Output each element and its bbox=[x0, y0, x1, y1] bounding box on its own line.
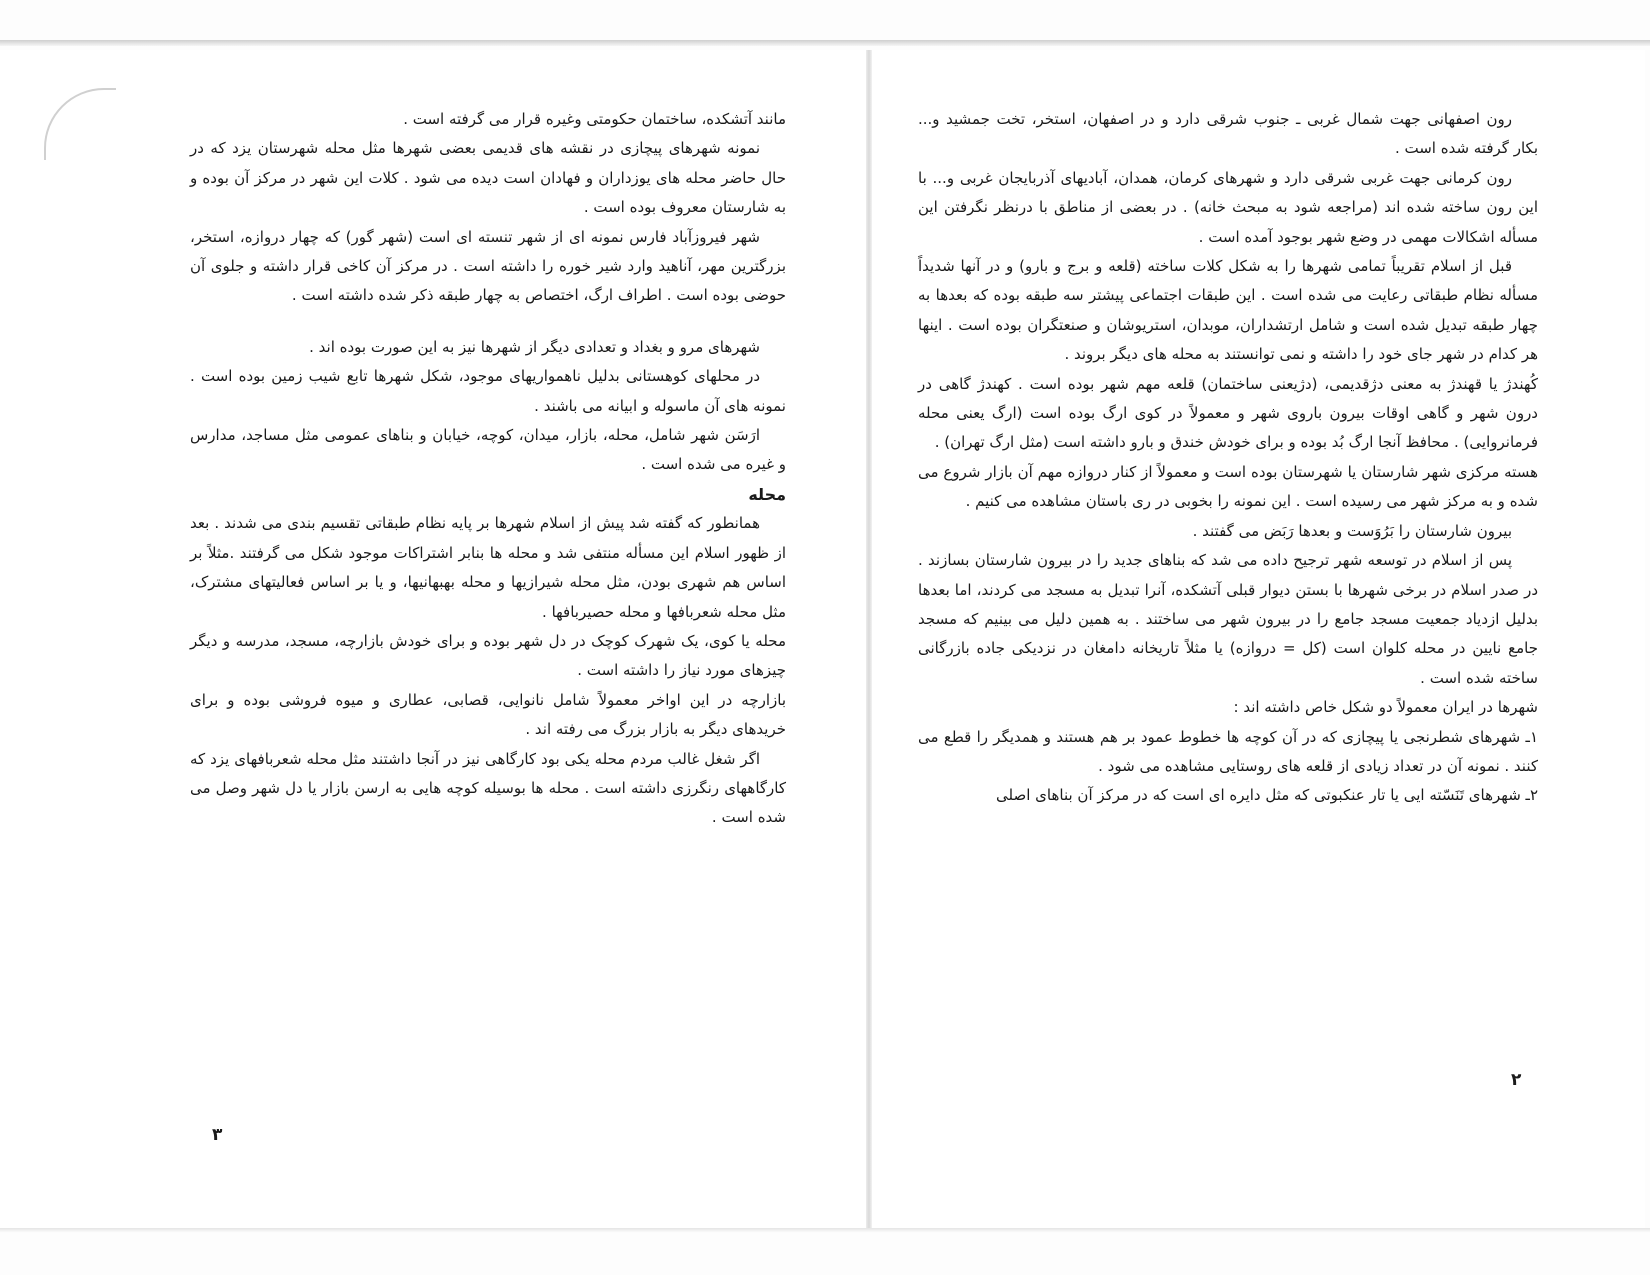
paragraph: همانطور که گفته شد پیش از اسلام شهرها بر پایه نظام طبقاتی تقسیم بندی می شدند . بعد از ظهور اسلام این مسأله منتفی شد و محله ها بنابر اشتراکات موجود شکل می گرفتند .مثلاً بر اساس هم شهری بودن، مثل محله شیرازیها و محله بهبهانیها، و یا بر اساس فعالیتهای مشترک، مثل محله شعربافها و محله حصیربافها . bbox=[190, 514, 786, 621]
scan-top-edge bbox=[0, 40, 1650, 46]
paragraph: شهرها در ایران معمولاً دو شکل خاص داشته اند : bbox=[1233, 698, 1538, 717]
paragraph: بازارچه در این اواخر معمولاً شامل نانوایی، قصابی، عطاری و میوه فروشی بوده و برای خریدهای دیگر به بازار بزرگ می رفته اند . bbox=[190, 690, 786, 739]
paragraph: ارَسَن شهر شامل، محله، بازار، میدان، کوچه، خیابان و بناهای عمومی مثل مساجد، مدارس و غیره می شده است . bbox=[190, 426, 786, 474]
paragraph: هسته مرکزی شهر شارستان یا شهرستان بوده است و معمولاً از کنار دروازه مهم آن بازار شروع می شده و به مرکز شهر می رسیده است . این نمونه را بخوبی در ری باستان مشاهده می کنیم . bbox=[918, 462, 1538, 511]
page-number-left: ۳ bbox=[212, 1125, 223, 1145]
list-item: ۱ـ شهرهای شطرنجی یا پیچازی که در آن کوچه ها خطوط عمود بر هم هستند و همدیگر را قطع می کنند . نمونه آن در تعداد زیادی از قلعه های روستایی مشاهده می شود . bbox=[918, 727, 1538, 775]
paragraph-gap bbox=[190, 311, 786, 333]
paragraph: اگر شغل غالب مردم محله یکی بود کارگاهی نیز در آنجا داشتند مثل محله شعربافهای یزد که کارگاههای رنگرزی داشته است . محله ها بوسیله کوچه هایی به ارسن بازار یا دل شهر وصل می شده است . bbox=[190, 749, 786, 827]
page-number-right: ۲ bbox=[1511, 1070, 1522, 1090]
book-gutter bbox=[866, 50, 872, 1230]
paragraph: رون کرمانی جهت غربی شرقی دارد و شهرهای کرمان، همدان، آبادیهای آذربایجان غربی و... با این رون ساخته شده اند (مراجعه شود به مبحث خانه) . در بعضی از مناطق با درنظر نگرفتن این مسأله اشکالات مهمی در وضع شهر بوجود آمده است . bbox=[918, 168, 1538, 246]
paragraph: مانند آتشکده، ساختمان حکومتی وغیره قرار می گرفته است . bbox=[403, 110, 786, 128]
paragraph: بیرون شارستان را بَرُوَست و بعدها رَبَض می گفتند . bbox=[1192, 521, 1512, 540]
paragraph: کُهندژ یا قهندژ به معنی دژقدیمی، (دژیعنی ساختمان) قلعه مهم شهر بوده است . کهندژ گاهی در درون شهر و گاهی اوقات بیرون باروی شهر و معمولاً در کوی ارگ بوده است (ارگ یعنی محله فرمانروایی) . محافظ آنجا ارگ بُد بوده و برای خودش خندق و بارو داشته است (مثل ارگ تهران) . bbox=[918, 374, 1538, 452]
paragraph: شهر فیروزآباد فارس نمونه ای از شهر تنسته ای است (شهر گور) که چهار دروازه، استخر، بزرگترین مهر، آناهید وارد شیر خوره را داشته است . در مرکز آن کاخی قرار داشته و جلوی آن حوضی بوده است . اطراف ارگ، اختصاص به چهار طبقه ذکر شده داشته است . bbox=[190, 227, 786, 305]
right-page-text bbox=[918, 105, 1538, 811]
paragraph: قبل از اسلام تقریباً تمامی شهرها را به شکل کلات ساخته (قلعه و برج و بارو) و در آنها شدیداً مسأله نظام طبقاتی رعایت می شده است . این طبقات اجتماعی پیشتر سه طبقه بوده که بعدها به چهار طبقه تبدیل شده است و شامل ارتشداران، موبدان، استریوشان و صنعتگران بوده است . اینها هر کدام در شهر جای خود را داشته و نمی توانستند به محله های دیگر بروند . bbox=[918, 257, 1538, 364]
paragraph: پس از اسلام در توسعه شهر ترجیح داده می شد که بناهای جدید را در بیرون شارستان بسازند . در صدر اسلام در برخی شهرها با بستن دیوار قبلی آتشکده، آنرا تبدیل به مسجد می کردند، اما بعدها بدلیل ازدیاد جمعیت مسجد جامع را در بیرون شهر می ساختند . به همین دلیل می بینیم که مسجد جامع نایین در محله کلوان است (کل = دروازه) یا مثلاً تاریخانه دامغان در نزدیکی جاده بازرگانی ساخته شده است . bbox=[918, 551, 1538, 687]
list-item: ۲ـ شهرهای تَنَسّته ایی یا تار عنکبوتی که مثل دایره ای است که در مرکز آن بناهای اصلی bbox=[996, 786, 1538, 805]
paragraph: رون اصفهانی جهت شمال غربی ـ جنوب شرقی دارد و در اصفهان، استخر، تخت جمشید و... بکار گرفته شده است . bbox=[918, 110, 1538, 158]
paragraph: در محلهای کوهستانی بدلیل ناهمواریهای موجود، شکل شهرها تابع شیب زمین بوده است . نمونه های آن ماسوله و ابیانه می باشند . bbox=[190, 367, 786, 415]
paragraph: نمونه شهرهای پیچازی در نقشه های قدیمی بعضی شهرها مثل محله شهرستان یزد که در حال حاضر محله های یوزداران و فهادان است دیده می شود . کلات این شهر در مرکز آن بوده و به شارستان معروف بوده است . bbox=[190, 139, 786, 217]
left-page-text bbox=[190, 105, 786, 833]
paragraph: شهرهای مرو و بغداد و تعدادی دیگر از شهرها نیز به این صورت بوده اند . bbox=[309, 337, 760, 356]
scan-bottom-edge bbox=[0, 1228, 1650, 1233]
section-heading: محله bbox=[748, 484, 786, 504]
paragraph: محله یا کوی، یک شهرک کوچک در دل شهر بوده و برای خودش بازارچه، مسجد، مدرسه و دیگر چیزهای مورد نیاز را داشته است . bbox=[190, 631, 786, 680]
